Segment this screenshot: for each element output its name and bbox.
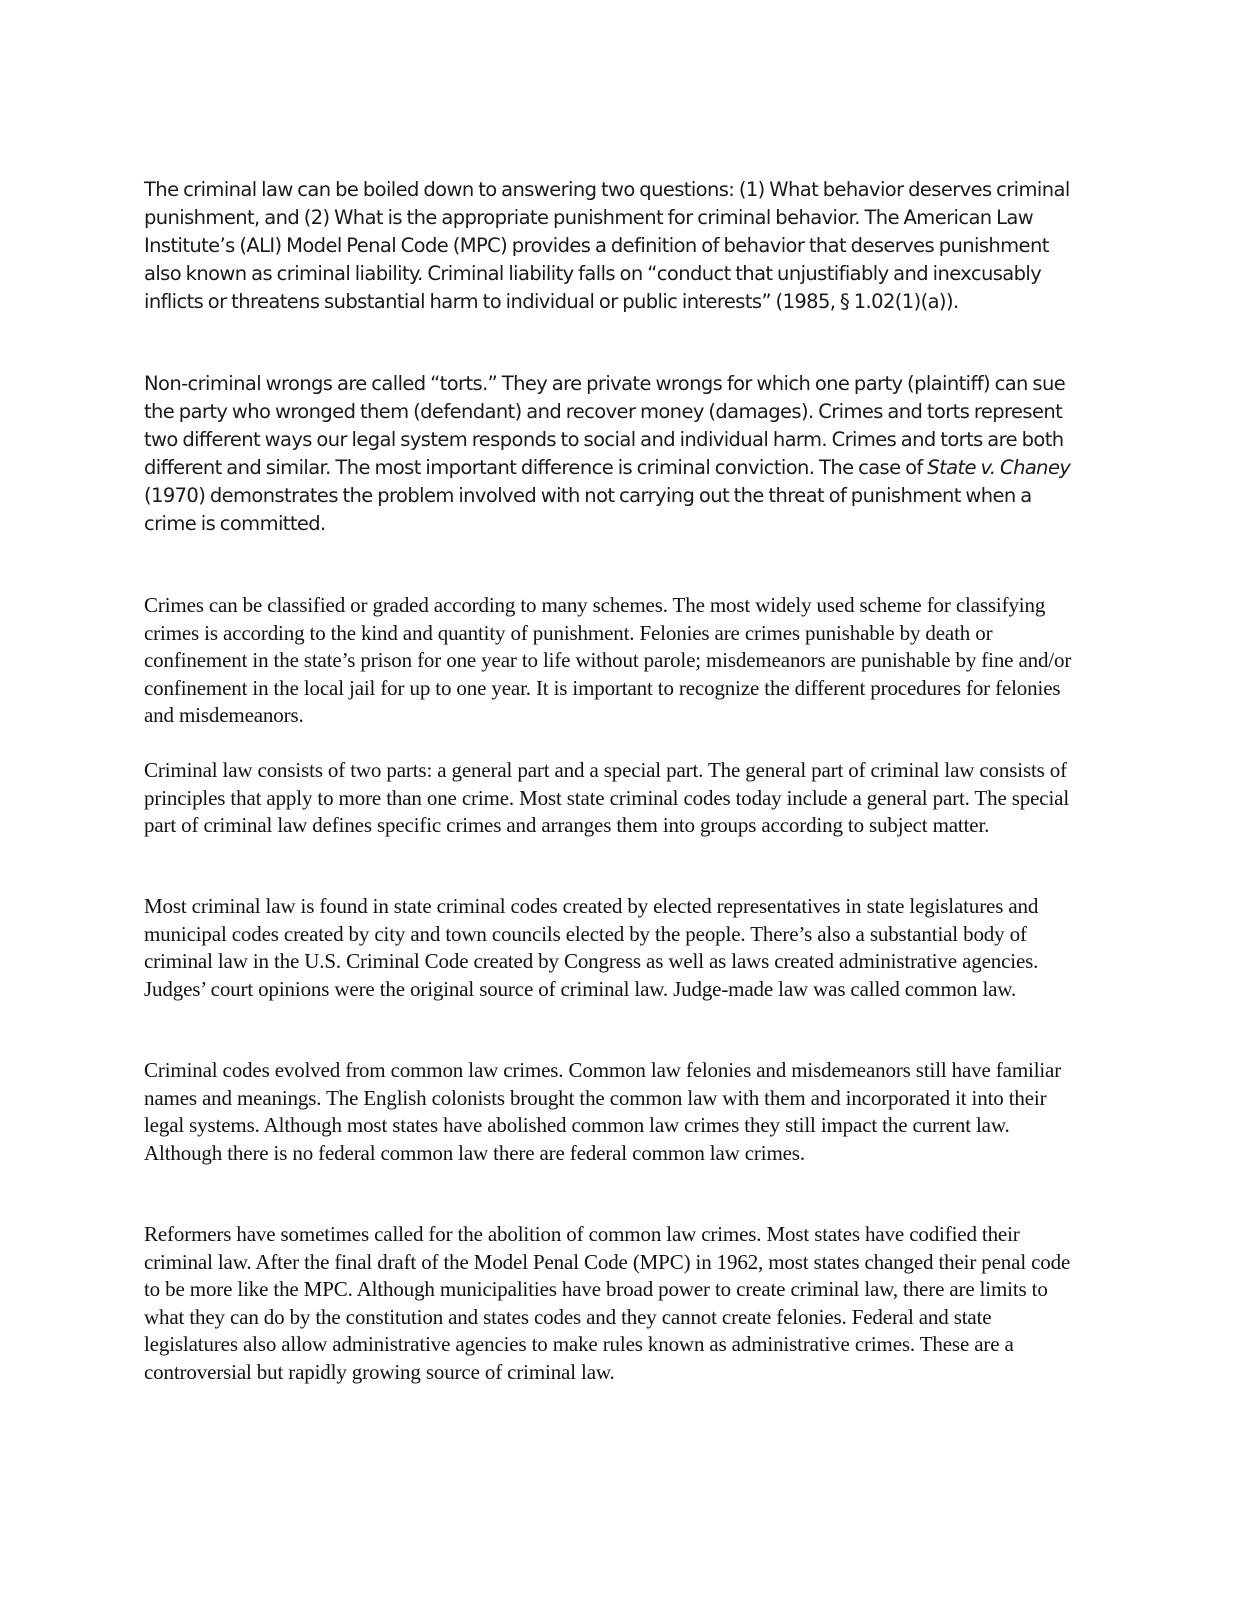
paragraph-crime-classification: Crimes can be classified or graded according to many schemes. The most widely used scheme for classifying crimes is according to the kind and quantity of punishment. Felonies are crimes punishable by death or confinement in the state’s prison for one year to life without parole; misdemeanors are punishable by fine and/or confinement in the local jail for up to one year. It is important to recognize the different procedures for felonies and misdemeanors. bbox=[144, 593, 1072, 727]
paragraph-criminal-law-questions: The criminal law can be boiled down to answering two questions: (1) What behavior deserves criminal punishment, and (2) What is the appropriate punishment for criminal behavior. The American Law Institute’s (ALI) Model Penal Code (MPC) provides a definition of behavior that deserves punishment also known as criminal liability. Criminal liability falls on “conduct that unjustifiably and inexcusably inflicts or threatens substantial harm to individual or public interests” (1985, § 1.02(1)(a)). bbox=[144, 178, 1070, 313]
case-name-state-v-chaney: State v. Chaney bbox=[927, 456, 1071, 479]
paragraph-torts-text-after-case: (1970) demonstrates the problem involved with not carrying out the threat of punishment when a crime is committed. bbox=[144, 484, 1032, 535]
paragraph-general-special-parts: Criminal law consists of two parts: a general part and a special part. The general part of criminal law consists of principles that apply to more than one crime. Most state criminal codes today include a general part. The special part of criminal law defines specific crimes and arranges them into groups according to subject matter. bbox=[144, 758, 1070, 837]
paragraph-common-law-crimes: Criminal codes evolved from common law crimes. Common law felonies and misdemeanors still have familiar names and meanings. The English colonists brought the common law with them and incorporated it into their legal systems. Although most states have abolished common law crimes they still impact the current law. Although there is no federal common law there are federal common law crimes. bbox=[144, 1058, 1062, 1165]
paragraph-codification-reform: Reformers have sometimes called for the abolition of common law crimes. Most states have codified their criminal law. After the final draft of the Model Penal Code (MPC) in 1962, most states changed their penal code to be more like the MPC. Although municipalities have broad power to create criminal law, there are limits to what they can do by the constitution and states codes and they cannot create felonies. Federal and state legislatures also allow administrative agencies to make rules known as administrative crimes. These are a controversial but rapidly growing source of criminal law. bbox=[144, 1222, 1071, 1384]
paragraph-torts bbox=[144, 370, 1079, 538]
paragraph-torts-text-before-case: Non-criminal wrongs are called “torts.” They are private wrongs for which one party (plaintiff) can sue the party who wronged them (defendant) and recover money (damages). Crimes and torts represent two different ways our legal system responds to social and individual harm. Crimes and torts are both different and similar. The most important difference is criminal conviction. The case of bbox=[144, 372, 1066, 479]
paragraph-sources-of-criminal-law: Most criminal law is found in state criminal codes created by elected representatives in state legislatures and municipal codes created by city and town councils elected by the people. There’s also a substantial body of criminal law in the U.S. Criminal Code created by Congress as well as laws created administrative agencies. Judges’ court opinions were the original source of criminal law. Judge-made law was called common law. bbox=[144, 894, 1039, 1001]
